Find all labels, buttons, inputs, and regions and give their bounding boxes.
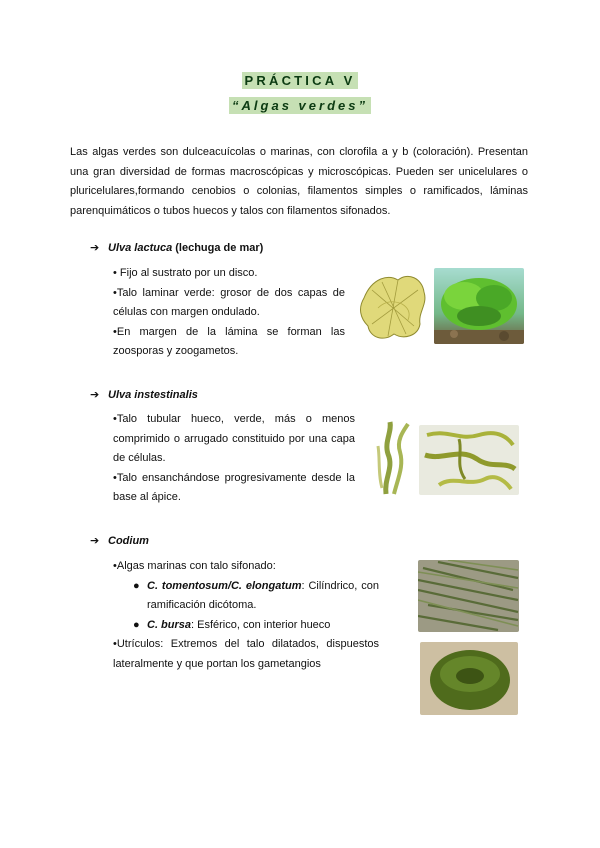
page-title xyxy=(0,72,600,90)
arrow-icon: ➔ xyxy=(90,242,100,254)
arrow-icon: ➔ xyxy=(90,389,100,401)
intro-paragraph: Las algas verdes son dulceacuícolas o marinas, con clorofila a y b (coloración). Presentan una gran diversidad de formas macroscópicas y microscópicas. Pueden ser unicelulares o pluricelulares,formando cenobios o colonias, filamentos simples o ramificados, láminas parenquimáticos o tubos huecos y talos con filamentos sifonados. xyxy=(70,146,528,217)
paragraph: • Fijo al sustrato por un disco. xyxy=(113,267,258,279)
ulva-intestinalis-drawing xyxy=(374,418,414,496)
common-name: (lechuga de mar) xyxy=(172,242,264,254)
section-ulva-lactuca-heading xyxy=(90,241,263,254)
bullet-icon: ● xyxy=(133,618,140,631)
section-codium-heading xyxy=(90,534,149,547)
bullet-item xyxy=(113,577,379,616)
codium-tomentosum-photo xyxy=(418,560,519,632)
subtitle-text: “Algas verdes” xyxy=(229,97,371,114)
section-codium-text xyxy=(113,557,379,674)
section-ulva-intestinalis-heading xyxy=(90,388,198,401)
genus-name: Codium xyxy=(108,535,149,547)
species-name: C. tomentosum/C. elongatum xyxy=(147,579,302,592)
species-name: Ulva instestinalis xyxy=(108,389,198,401)
arrow-icon: ➔ xyxy=(90,535,100,547)
ulva-lactuca-photo xyxy=(434,268,524,344)
paragraph: •Talo tubular hueco, verde, más o menos comprimido o arrugado constituido por una capa de células. xyxy=(113,413,355,464)
bullet-item xyxy=(113,616,379,636)
species-name: C. bursa xyxy=(147,618,192,631)
codium-bursa-photo xyxy=(420,642,518,715)
bullet-text: : Cilíndrico, con ramificación dicótoma. xyxy=(147,579,379,611)
paragraph: •Talo laminar verde: grosor de dos capas de células con margen ondulado. xyxy=(113,286,345,318)
section-ulva-lactuca-text xyxy=(113,264,345,362)
paragraph: •Talo ensanchándose progresivamente desde la base al ápice. xyxy=(113,471,355,503)
bullet-icon: ● xyxy=(133,579,140,592)
bullet-text: : Esférico, con interior hueco xyxy=(191,618,331,631)
ulva-lactuca-drawing xyxy=(358,268,428,344)
section-ulva-intestinalis-text xyxy=(113,410,355,508)
page-subtitle xyxy=(0,97,600,115)
species-name: Ulva lactuca xyxy=(108,242,173,254)
paragraph: •Utrículos: Extremos del talo dilatados, dispuestos lateralmente y que portan los gametangios xyxy=(113,638,379,670)
ulva-intestinalis-photo xyxy=(419,425,519,495)
paragraph: •Algas marinas con talo sifonado: xyxy=(113,560,276,572)
title-text: PRÁCTICA V xyxy=(242,72,359,89)
paragraph: •En margen de la lámina se forman las zoosporas y zoogametos. xyxy=(113,325,345,357)
